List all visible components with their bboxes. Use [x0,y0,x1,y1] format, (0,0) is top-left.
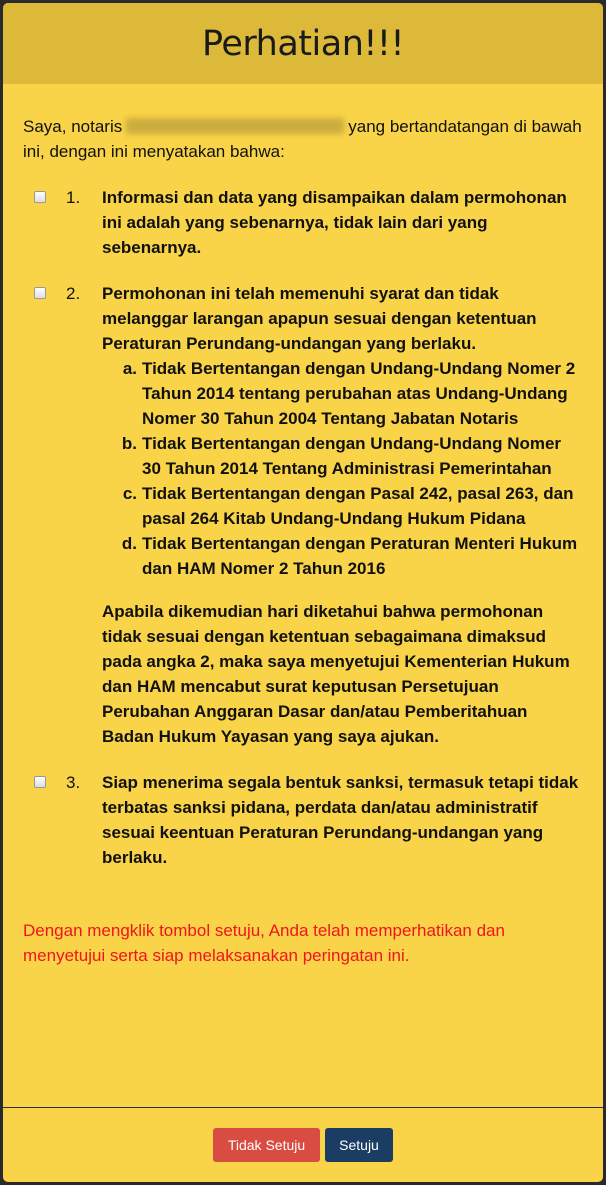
sub-text: Tidak Bertentangan dengan Undang-Undang Nomer 2 Tahun 2014 tentang perubahan atas Undang-Undang Nomer 30 Tahun 2004 Tentang Jabatan Notaris [142,359,576,428]
sub-letter: b. [121,434,137,453]
redacted-name [126,118,344,134]
sub-item [102,531,583,581]
sub-item [102,431,583,481]
modal-title: Perhatian!!! [202,23,404,64]
sub-letter: d. [121,534,137,553]
warning-text: Dengan mengklik tombol setuju, Anda telah memperhatikan dan menyetujui serta siap melaksanakan peringatan ini. [23,921,505,965]
agree-button[interactable]: Setuju [325,1128,393,1162]
statement-3 [23,770,583,870]
sub-letter: c. [122,484,137,503]
sub-text: Tidak Bertentangan dengan Pasal 242, pasal 263, dan pasal 264 Kitab Undang-Undang Hukum Pidana [142,484,574,528]
intro-after: yang bertandatangan di bawah ini, dengan ini menyatakan bahwa: [23,117,582,161]
sub-text: Tidak Bertentangan dengan Undang-Undang Nomer 30 Tahun 2014 Tentang Administrasi Pemerintahan [142,434,562,478]
item-number: 1. [66,188,81,207]
statement-text: Permohonan ini telah memenuhi syarat dan tidak melanggar larangan apapun sesuai dengan ketentuan Peraturan Perundang-undangan yang berlaku. [102,284,537,353]
modal-header [3,3,603,84]
item-number: 2. [66,284,81,303]
sub-letter: a. [122,359,137,378]
statement-1 [23,185,583,260]
statement-2 [23,281,583,749]
statement-text: Informasi dan data yang disampaikan dalam permohonan ini adalah yang sebenarnya, tidak lain dari yang sebenarnya. [102,188,567,257]
item-number: 3. [66,773,81,792]
disagree-button[interactable]: Tidak Setuju [213,1128,320,1162]
statement-3-checkbox[interactable] [34,776,46,788]
sub-list [102,356,583,581]
statement-1-checkbox[interactable] [34,191,46,203]
modal-footer [3,1128,603,1162]
statement-text: Siap menerima segala bentuk sanksi, termasuk tetapi tidak terbatas sanksi pidana, perdata dan/atau administratif sesuai keentuan Peraturan Perundang-undangan yang berlaku. [102,773,579,867]
modal-body [3,84,603,968]
intro-text [23,114,583,164]
sub-item [102,356,583,431]
footer-divider [3,1107,603,1108]
warning-modal [3,3,603,1182]
intro-before: Saya, notaris [23,117,123,136]
statement-2-checkbox[interactable] [34,287,46,299]
statement-paragraph: Apabila dikemudian hari diketahui bahwa permohonan tidak sesuai dengan ketentuan sebagaimana dimaksud pada angka 2, maka saya menyetujui Kementerian Hukum dan HAM mencabut surat keputusan Persetujuan Perubahan Anggaran Dasar dan/atau Pemberitahuan Badan Hukum Yayasan yang saya ajukan. [102,602,570,746]
sub-item [102,481,583,531]
sub-text: Tidak Bertentangan dengan Peraturan Menteri Hukum dan HAM Nomer 2 Tahun 2016 [142,534,578,578]
